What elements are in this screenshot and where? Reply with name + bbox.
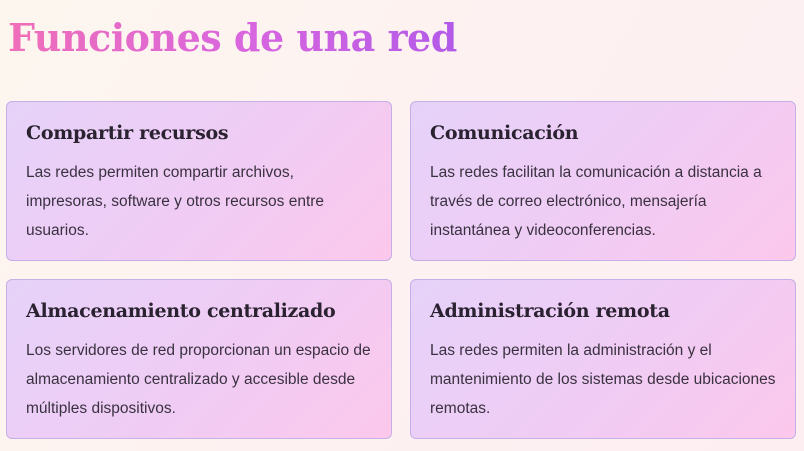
card-title: Almacenamiento centralizado <box>26 300 336 322</box>
card-description: Los servidores de red proporcionan un espacio de almacenamiento centralizado y accesible desde múltiples dispositivos. <box>26 342 371 417</box>
card-description: Las redes permiten compartir archivos, impresoras, software y otros recursos entre usuarios. <box>26 164 325 239</box>
page-title: Funciones de una red <box>8 10 457 66</box>
card-title: Comunicación <box>430 122 579 144</box>
card-comunicacion <box>410 101 796 261</box>
card-description: Las redes permiten la administración y el mantenimiento de los sistemas desde ubicaciones remotas. <box>430 342 776 417</box>
card-description: Las redes facilitan la comunicación a distancia a través de correo electrónico, mensajería instantánea y videoconferencias. <box>430 164 762 239</box>
card-title: Administración remota <box>430 300 670 322</box>
card-compartir-recursos <box>6 101 392 261</box>
card-title: Compartir recursos <box>26 122 229 144</box>
functions-grid <box>6 101 796 439</box>
card-administracion-remota <box>410 279 796 439</box>
card-almacenamiento-centralizado <box>6 279 392 439</box>
